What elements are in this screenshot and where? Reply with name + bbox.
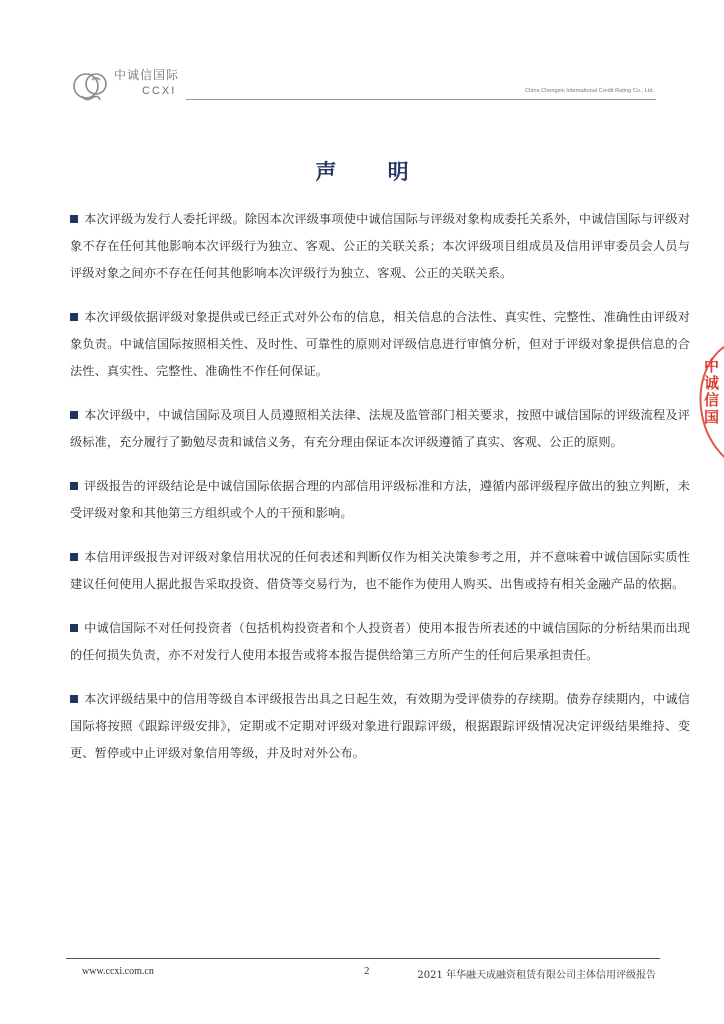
elephant-logo-icon bbox=[72, 66, 112, 106]
header-divider bbox=[186, 99, 656, 100]
square-bullet-icon bbox=[70, 624, 78, 632]
declaration-paragraph bbox=[70, 402, 690, 456]
paragraph-text: 本次评级为发行人委托评级。除因本次评级事项使中诚信国际与评级对象构成委托关系外，中诚信国际与评级对象不存在任何其他影响本次评级行为独立、客观、公正的关联关系；本次评级项目组成员及信用评审委员会人员与评级对象之间亦不存在任何其他影响本次评级行为独立、客观、公正的关联关系。 bbox=[70, 212, 690, 280]
declaration-paragraph bbox=[70, 206, 690, 287]
paragraph-text: 本次评级结果中的信用等级自本评级报告出具之日起生效，有效期为受评债券的存续期。债券存续期内，中诚信国际将按照《跟踪评级安排》，定期或不定期对评级对象进行跟踪评级，根据跟踪评级情况决定评级结果维持、变更、暂停或中止评级对象信用等级，并及时对外公布。 bbox=[70, 692, 690, 760]
page-title: 声 明 bbox=[315, 160, 431, 184]
square-bullet-icon bbox=[70, 695, 78, 703]
paragraph-text: 本次评级中，中诚信国际及项目人员遵照相关法律、法规及监管部门相关要求，按照中诚信国际的评级流程及评级标准，充分履行了勤勉尽责和诚信义务，有充分理由保证本次评级遵循了真实、客观、公正的原则。 bbox=[70, 408, 690, 449]
square-bullet-icon bbox=[70, 215, 78, 223]
logo-english-name: CCXI bbox=[142, 85, 177, 97]
square-bullet-icon bbox=[70, 482, 78, 490]
paragraph-text: 评级报告的评级结论是中诚信国际依据合理的内部信用评级标准和方法，遵循内部评级程序做出的独立判断，未受评级对象和其他第三方组织或个人的干预和影响。 bbox=[70, 479, 690, 520]
declaration-paragraph bbox=[70, 473, 690, 527]
paragraph-text: 中诚信国际不对任何投资者（包括机构投资者和个人投资者）使用本报告所表述的中诚信国际的分析结果而出现的任何损失负责，亦不对发行人使用本报告或将本报告提供给第三方所产生的任何后果承担责任。 bbox=[70, 621, 690, 662]
paragraph-text: 本次评级依据评级对象提供或已经正式对外公布的信息，相关信息的合法性、真实性、完整性、准确性由评级对象负责。中诚信国际按照相关性、及时性、可靠性的原则对评级信息进行审慎分析，但对于评级对象提供信息的合法性、真实性、完整性、准确性不作任何保证。 bbox=[70, 310, 690, 378]
declaration-paragraph bbox=[70, 544, 690, 598]
square-bullet-icon bbox=[70, 553, 78, 561]
declaration-paragraph bbox=[70, 686, 690, 767]
declaration-paragraph bbox=[70, 615, 690, 669]
ccxi-logo bbox=[72, 66, 202, 106]
seal-text: 中诚信国 bbox=[704, 357, 720, 426]
page-header bbox=[0, 0, 724, 110]
page-number: 2 bbox=[364, 965, 370, 977]
footer-divider bbox=[66, 958, 660, 959]
declaration-body bbox=[70, 206, 690, 784]
paragraph-text: 本信用评级报告对评级对象信用状况的任何表述和判断仅作为相关决策参考之用，并不意味着中诚信国际实质性建议任何使用人据此报告采取投资、借贷等交易行为，也不能作为使用人购买、出售或持有相关金融产品的依据。 bbox=[70, 550, 690, 591]
logo-chinese-name: 中诚信国际 bbox=[114, 68, 180, 82]
declaration-paragraph bbox=[70, 304, 690, 385]
footer-report-title: 2021 年华融天成融资租赁有限公司主体信用评级报告 bbox=[417, 970, 656, 981]
square-bullet-icon bbox=[70, 411, 78, 419]
company-english-name: China Chengxin International Credit Rating Co., Ltd. bbox=[524, 88, 654, 94]
square-bullet-icon bbox=[70, 313, 78, 321]
footer-website: www.ccxi.com.cn bbox=[82, 966, 154, 977]
